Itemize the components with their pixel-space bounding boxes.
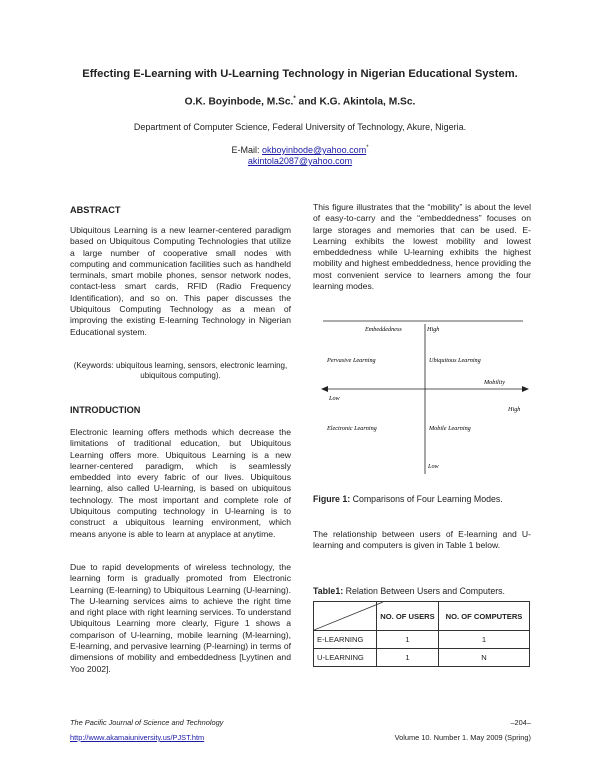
intro-paragraph-1: Electronic learning offers methods which decrease the limitations of traditional education, but Ubiquitous Learning offers more. Ubiquitous Learning is a new learner-centered paradigm, which is seamlessly embedded into every fabric of our lives. Ubiquitous learning, also called U-learning, is based on ubiquitous technology. The most important and complete role of Ubiquitous computing technology in U-learning is to construct a ubiquitous learning environment, which means anyone is able to learn at anyplace at anytime. [70,427,291,539]
figure-1-diagram [313,316,533,481]
figure-caption-text: Comparisons of Four Learning Modes. [350,494,503,504]
label-mobile: Mobile Learning [429,425,471,432]
label-pervasive: Pervasive Learning [327,357,376,364]
right-paragraph-1: This figure illustrates that the “mobility” is about the level of easy-to-carry and the “embeddedness” focuses on large storages and memories that can be used. E-Learning exhibits the lowest mobility and lowest embeddedness while U-learning exhibits the highest mobility and highest embeddedness, hence providing the most convenient service to learners among the four learning modes. [313,202,531,292]
table-cell-computers: 1 [439,631,530,649]
arrow-right-icon [522,386,529,392]
authors [0,96,600,107]
table-caption [313,586,531,596]
table-row-label: U-LEARNING [314,649,377,667]
introduction-heading: INTRODUCTION [70,405,141,415]
label-high-top: High [427,326,440,333]
label-mobility: Mobility [484,379,505,386]
email-block [0,143,600,167]
label-low-left: Low [329,395,340,402]
abstract-body: Ubiquitous Learning is a new learner-centered paradigm based on Ubiquitous Computing Technologies that utilize a large number of cooperative small nodes with computing and communication facilities such as handheld terminals, smart mobile phones, sensor network nodes, contact-less smart cards, RFID (Radio Frequency Identification), and so on. This paper discusses the Ubiquitous Computing Technology as a mean of improving the existing E-learning Technology in Nigerian Educational system. [70,225,291,337]
label-embeddedness: Embeddedness [365,326,402,333]
figure-caption-label: Figure 1: [313,494,351,504]
label-low-bottom: Low [428,463,439,470]
arrow-left-icon [321,386,328,392]
footer-volume: Volume 10. Number 1. May 2009 (Spring) [394,733,531,742]
table-corner-cell [314,602,377,631]
affiliation: Department of Computer Science, Federal University of Technology, Akure, Nigeria. [133,122,467,132]
email-link-2[interactable]: akintola2087@yahoo.com [247,156,353,166]
table-header-computers: NO. OF COMPUTERS [439,602,530,631]
abstract-heading: ABSTRACT [70,205,121,215]
label-electronic: Electronic Learning [327,425,377,432]
footer-journal: The Pacific Journal of Science and Technology [70,718,224,727]
author-star: * [293,96,296,102]
paper-title: Effecting E-Learning with U-Learning Technology in Nigerian Educational System. [82,68,518,80]
intro-paragraph-2: Due to rapid developments of wireless technology, the learning form is gradually promoted from Electronic Learning (E-learning) to Ubiquitous Learning (U-learning). The U-learning services aims to achieve the right time and right place with right learning services. To understand Ubiquitous Learning more clearly, Figure 1 shows a comparison of U-learning, mobile learning (M-learning), E-learning, and pervasive learning (P-learning) in terms of dimensions of mobility and embeddedness [Lyytinen and Yoo 2002]. [70,562,291,674]
table-caption-label: Table1: [313,586,344,596]
table-1 [313,601,530,667]
author-1: O.K. Boyinbode, M.Sc. [184,96,294,108]
keywords: (Keywords: ubiquitous learning, sensors, electronic learning, ubiquitous computing). [73,361,288,381]
table-cell-users: 1 [377,631,439,649]
footer-url-link[interactable]: http://www.akamaiuniversity.us/PJST.htm [70,733,205,742]
label-high-right: High [508,406,521,413]
table-cell-computers: N [439,649,530,667]
email-label: E-Mail: [231,145,262,155]
label-ubiquitous: Ubiquitous Learning [429,357,481,364]
author-2: and K.G. Akintola, M.Sc. [295,96,416,108]
diagonal-line [314,602,383,630]
email-link-1[interactable]: okboyinbode@yahoo.com [261,145,367,155]
table-row-label: E-LEARNING [314,631,377,649]
figure-caption [313,494,531,504]
table-row [314,649,530,667]
table-header-users: NO. OF USERS [377,602,439,631]
table-caption-text: Relation Between Users and Computers. [343,586,506,596]
right-paragraph-2: The relationship between users of E-learning and U-learning and computers is given in Table 1 below. [313,529,531,551]
footer-page-number: –204– [510,718,531,727]
email-star: * [366,145,369,151]
table-cell-users: 1 [377,649,439,667]
table-row [314,631,530,649]
table-header-row [314,602,530,631]
